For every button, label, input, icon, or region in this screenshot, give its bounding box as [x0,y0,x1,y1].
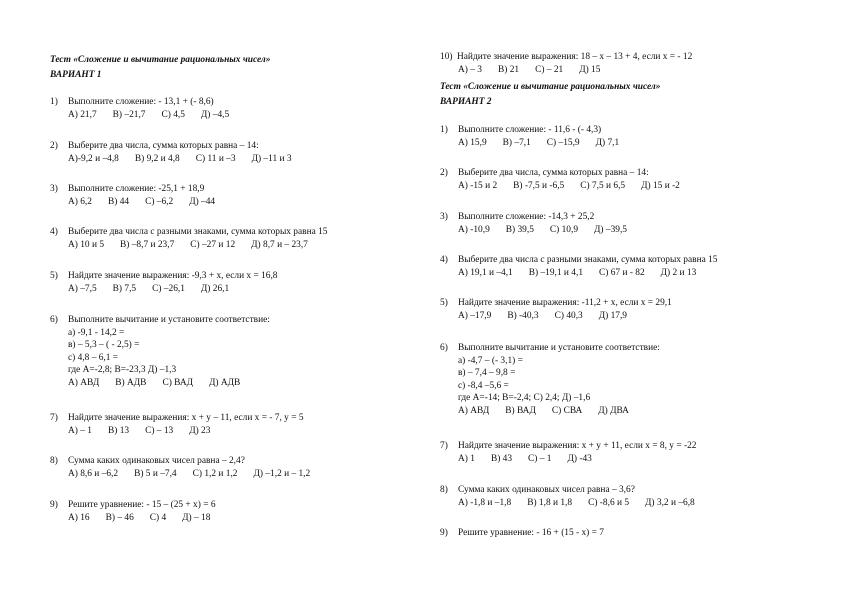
question: 9) Решите уравнение: - 15 – (25 + х) = 6 А) 16 В) – 46 С) 4 Д) – 18 [50,499,226,524]
variant-label: ВАРИАНТ 1 [50,70,102,80]
question: 1) Выполните сложение: - 13,1 + (- 8,6) А) 21,7 В) –21,7 С) 4,5 Д) –4,5 [50,96,245,121]
answer-option: Д) –11 и 3 [251,153,292,164]
answer-option: Д) – 18 [182,512,211,523]
answer-option: С) 4 [149,512,167,523]
question: 7) Найдите значение выражения: х + у – 11, если х = - 7, у = 5 А) – 1 В) 13 С) – 13 Д) 23 [50,413,304,436]
answer-option: Д) 7,1 [595,137,620,148]
answer-option: А) –7,5 [68,283,97,294]
sub-expression: в) – 7,4 – 9,8 = [458,368,516,378]
answer-option: С) – 1 [528,453,552,464]
question: 5) Найдите значение выражения: -9,3 + х, если х = 16,8 А) –7,5 В) 7,5 С) –26,1 Д) 26,1 [50,271,278,294]
answer-option: Д) -43 [567,453,592,464]
question: 2) Выберите два числа, сумма которых равна – 14: А)-9,2 и –4,8 В) 9,2 и 4,8 С) 11 и –3 Д) –11 и 3 [50,140,308,165]
answer-option: А)-9,2 и –4,8 [68,153,119,164]
answer-options [440,224,643,237]
question: 1) Выполните сложение: - 11,6 - (- 4,3) А) 15,9 В) –7,1 С) –15,9 Д) 7,1 [440,124,635,149]
answer-option: С) ВАД [162,377,193,388]
answer-option: Д) 23 [189,425,211,436]
answer-option: А) -10,9 [458,224,490,235]
question: 10) Найдите значение выражения: 18 – х – 13 + 4, если х = - 12 А) – 3 В) 21 С) – 21 Д) 15 [440,52,693,75]
answer-options [50,239,327,252]
answer-option: Д) –39,5 [594,224,627,235]
answer-options [50,425,304,438]
answer-option: Д) 17,9 [598,310,627,321]
sub-expression: где А=-2,8; В=-23,3 Д) –1,3 [68,365,177,375]
answer-option: В) 43 [490,453,513,464]
answer-option: А) 8,6 и –6,2 [68,468,119,479]
answer-option: А) АВД [458,405,490,416]
answer-options [50,283,278,296]
answer-option: В) АДВ [115,377,147,388]
sub-expression: с) 4,8 – 6,1 = [68,352,119,363]
answer-option: С) 40,3 [554,310,583,321]
answer-option: А) – 3 [458,64,482,75]
answer-option: В) –8,7 и 23,7 [120,239,175,250]
answer-option: А) 16 [68,512,90,523]
answer-option: В) -40,3 [507,310,539,321]
answer-option: С) 1,2 и 1,2 [192,468,238,479]
answer-option: А) 6,2 [68,196,92,207]
answer-options [440,453,696,466]
sub-expression: а) -9,1 - 14,2 = [68,327,125,338]
question: 4) Выберите два числа с разными знаками, сумма которых равна 15 А) 19,1 и –4,1 В) –19,1 и 4,1 С) 67 и - 82 Д) 2 и 13 [440,255,718,278]
answer-option: А) 10 и 5 [68,239,105,250]
answer-option: С) 11 и –3 [195,153,236,164]
answer-option: Д) –4,5 [200,109,230,120]
answer-option: В) – 46 [105,512,134,523]
answer-option: В) –7,1 [502,137,531,148]
question: 5) Найдите значение выражения: -11,2 + х, если х = 29,1 А) –17,9 В) -40,3 С) 40,3 Д) 17,9 [440,298,672,321]
answer-options [50,468,326,481]
answer-option: А) –17,9 [458,310,492,321]
sub-expression: где А=-14; В=-2,4; С) 2,4; Д) –1,6 [458,393,591,403]
sub-expression: с) -8,4 –5,6 = [458,380,509,391]
question: 2) Выберите два числа, сумма которых равна – 14: А) -15 и 2 В) -7,5 и -6,5 С) 7,5 и 6,5 Д) 15 и -2 [440,167,696,192]
answer-option: С) –15,9 [546,137,580,148]
answer-options [440,137,635,150]
answer-option: С) СВА [551,405,583,416]
answer-option: В) -7,5 и -6,5 [513,180,565,191]
answer-option: С) –26,1 [152,283,185,294]
answer-options [50,512,226,525]
question: 8) Сумма каких одинаковых чисел равна – 2,4? А) 8,6 и –6,2 В) 5 и –7,4 С) 1,2 и 1,2 Д) –1,2 и – 1,2 [50,455,326,480]
question: 8) Сумма каких одинаковых чисел равна – 3,6? А) -1,8 и –1,8 В) 1,8 и 1,8 С) -8,6 и 5 Д) 3,2 и –6,8 [440,484,711,509]
answer-option: Д) 15 [579,64,601,75]
answer-option: А) 21,7 [68,109,97,120]
answer-option: В) 5 и –7,4 [134,468,177,479]
answer-options [50,377,270,390]
answer-option: В) –19,1 и 4,1 [528,267,584,278]
answer-option: С) 67 и - 82 [599,267,645,278]
answer-option: С) -8,6 и 5 [588,497,630,508]
answer-option: А) 15,9 [458,137,487,148]
answer-option: Д) –1,2 и – 1,2 [253,468,311,479]
test-title: Тест «Сложение и вычитание рациональных чисел» [50,55,271,65]
answer-option: В) 1,8 и 1,8 [527,497,573,508]
answer-option: А) 1 [458,453,475,464]
answer-option: А) -1,8 и –1,8 [458,497,512,508]
question: 3) Выполните сложение: -25,1 + 18,9 А) 6,2 В) 44 С) –6,2 Д) –44 [50,183,231,208]
answer-option: С) 10,9 [549,224,579,235]
sub-expression: в) – 5,3 – ( - 2,5) = [68,340,140,350]
answer-options [440,64,692,77]
answer-option: В) –21,7 [112,109,146,120]
answer-options [440,497,711,510]
answer-option: Д) 15 и -2 [641,180,680,191]
answer-options [440,405,660,418]
answer-options [440,180,696,193]
answer-option: С) 4,5 [161,109,185,120]
question: 7) Найдите значение выражения: х + у + 11, если х = 8, у = -22 А) 1 В) 43 С) – 1 Д) -43 [440,441,697,464]
answer-option: А) -15 и 2 [458,180,498,191]
answer-option: Д) 2 и 13 [660,267,697,278]
answer-option: С) – 21 [535,64,564,75]
question: 3) Выполните сложение: -14,3 + 25,2 А) -10,9 В) 39,5 С) 10,9 Д) –39,5 [440,211,643,236]
answer-option: С) 7,5 и 6,5 [580,180,626,191]
answer-option: А) 19,1 и –4,1 [458,267,513,278]
answer-options [440,267,717,280]
answer-options [50,153,308,166]
test-title: Тест «Сложение и вычитание рациональных чисел» [440,82,661,92]
answer-option: Д) 26,1 [200,283,230,294]
answer-option: Д) АДВ [208,377,241,388]
answer-options [50,196,231,209]
variant-label: ВАРИАНТ 2 [440,97,492,107]
variant-1-header [50,53,270,83]
answer-option: В) 9,2 и 4,8 [134,153,180,164]
answer-option: В) 7,5 [112,283,137,294]
question: 6) Выполните вычитание и установите соответствие: а) -4,7 – (- 3,1) = в) – 7,4 – 9,8 = с) -8,4 –5,6 = где А=-14; В=-2,4; С) 2,4; Д) –1,6 А) АВД В) ВАД С) СВА Д) ДВА [440,343,660,416]
answer-option: В) ВАД [505,405,536,416]
sub-expression: а) -4,7 – (- 3,1) = [458,355,523,366]
answer-option: Д) 8,7 и – 23,7 [251,239,308,250]
question: 9) Решите уравнение: - 16 + (15 - х) = 7 [440,528,604,538]
answer-option: В) 44 [107,196,130,207]
question: 6) Выполните вычитание и установите соответствие: а) -9,1 - 14,2 = в) – 5,3 – ( - 2,5) = с) 4,8 – 6,1 = где А=-2,8; В=-23,3 Д) –1,3 А) АВД В) АДВ С) ВАД Д) АДВ [50,315,270,388]
question: 4) Выберите два числа с разными знаками, сумма которых равна 15 А) 10 и 5 В) –8,7 и 23,7 С) –27 и 12 Д) 8,7 и – 23,7 [50,227,328,250]
answer-option: А) – 1 [68,425,92,436]
answer-option: Д) –44 [189,196,216,207]
answer-option: А) АВД [68,377,100,388]
answer-options [440,310,672,323]
answer-option: С) –6,2 [145,196,174,207]
answer-option: В) 21 [497,64,520,75]
answer-options [50,109,245,122]
answer-option: С) –27 и 12 [190,239,236,250]
answer-option: В) 13 [107,425,130,436]
answer-option: Д) 3,2 и –6,8 [645,497,695,508]
answer-option: С) – 13 [145,425,174,436]
answer-option: Д) ДВА [598,405,629,416]
answer-option: В) 39,5 [505,224,534,235]
variant-2-header [440,80,660,110]
